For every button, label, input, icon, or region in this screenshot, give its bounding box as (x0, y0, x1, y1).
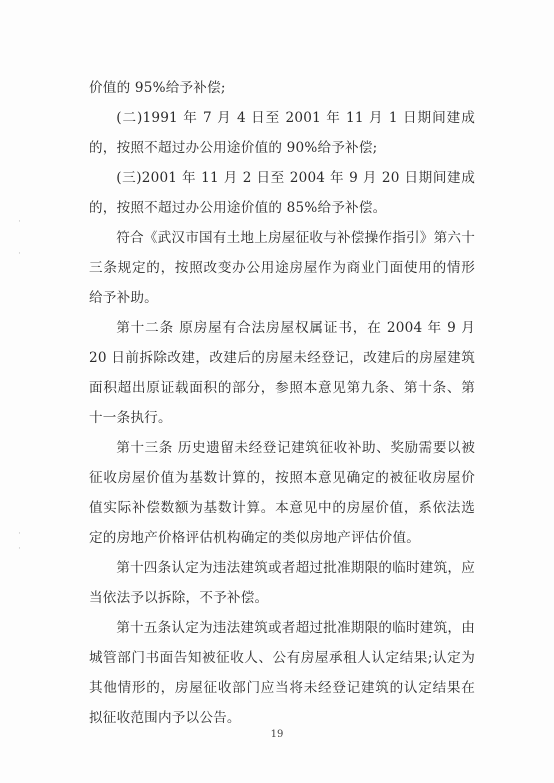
scan-margin-mark: · (18, 544, 21, 554)
scan-margin-mark: · (18, 249, 21, 259)
article-13-paragraph: 第十三条 历史遗留未经登记建筑征收补助、奖励需要以被征收房屋价值为基数计算的，按照本意见确定的被征收房屋价值实际补偿数额为基数计算。本意见中的房屋价值，系依法选定的房地产价格评估机构确定的类似房地产评估价值。 (89, 440, 475, 546)
article-14-paragraph: 第十四条认定为违法建筑或者超过批准期限的临时建筑，应当依法予以拆除，不予补偿。 (89, 560, 475, 606)
paragraph-3: (三)2001 年 11 月 2 日至 2004 年 9 月 20 日期间建成的，按照不超过办公用途价值的 85%给予补偿。 (89, 170, 475, 216)
article-12-paragraph: 第十二条 原房屋有合法房屋权属证书，在 2004 年 9 月 20 日前拆除改建，改建后的房屋未经登记，改建后的房屋建筑面积超出原证载面积的部分，参照本意见第九条、第十条、第十一条执行。 (89, 320, 475, 426)
scan-margin-mark: · (18, 217, 21, 227)
paragraph-4: 符合《武汉市国有土地上房屋征收与补偿操作指引》第六十三条规定的，按照改变办公用途房屋作为商业门面使用的情形给予补助。 (89, 230, 475, 306)
scan-margin-mark: · (18, 529, 21, 539)
paragraph-1: 价值的 95%给予补偿; (89, 80, 226, 96)
page-number: 19 (270, 729, 284, 740)
document-body (89, 73, 475, 733)
paragraph-2: (二)1991 年 7 月 4 日至 2001 年 11 月 1 日期间建成的，按照不超过办公用途价值的 90%给予补偿; (89, 110, 475, 156)
article-15-paragraph: 第十五条认定为违法建筑或者超过批准期限的临时建筑，由城管部门书面告知被征收人、公有房屋承租人认定结果;认定为其他情形的，房屋征收部门应当将未经登记建筑的认定结果在拟征收范围内予以公告。 (89, 620, 475, 726)
